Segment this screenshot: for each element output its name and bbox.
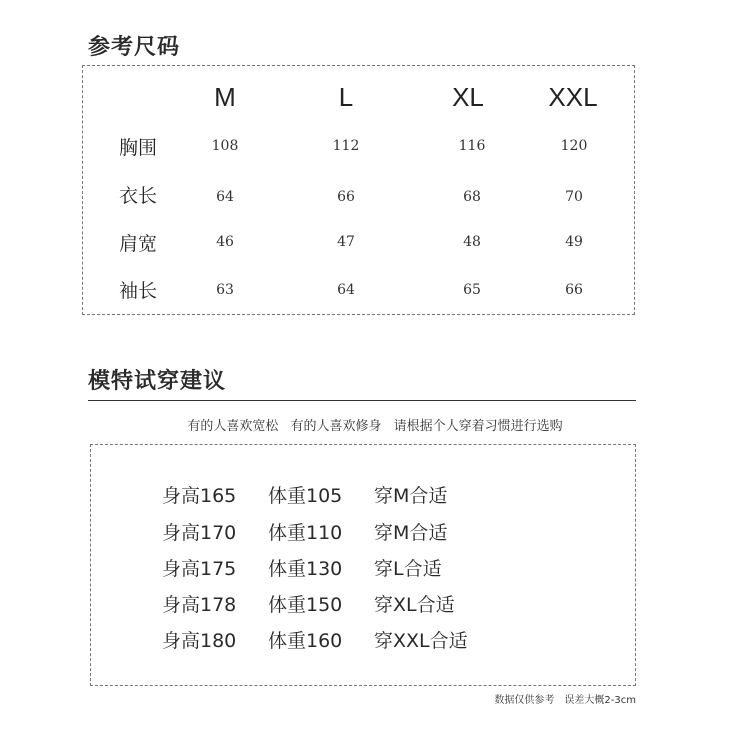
footnote xyxy=(494,691,636,706)
rec-height: 身高165 xyxy=(162,485,237,507)
rec-height: 身高180 xyxy=(162,630,237,652)
rec-weight: 体重110 xyxy=(268,522,343,544)
table-cell: 65 xyxy=(463,282,481,298)
size-header-l: L xyxy=(338,82,354,112)
table-cell: 116 xyxy=(458,138,486,154)
row-label-shoulder: 肩宽 xyxy=(119,233,158,255)
rec-size: 穿M合适 xyxy=(374,485,448,507)
row-label-length: 衣长 xyxy=(119,185,158,207)
rec-height: 身高178 xyxy=(162,594,237,616)
footnote-disclaimer: 数据仅供参考 xyxy=(494,695,555,706)
subtitle-part: 有的人喜欢修身 xyxy=(290,419,382,434)
rec-weight: 体重160 xyxy=(268,630,343,652)
rec-size: 穿XL合适 xyxy=(374,594,455,616)
rec-weight: 体重150 xyxy=(268,594,343,616)
table-cell: 46 xyxy=(216,234,234,250)
rec-size: 穿XXL合适 xyxy=(374,630,468,652)
rec-height: 身高170 xyxy=(162,522,237,544)
table-cell: 70 xyxy=(565,189,583,205)
row-label-chest: 胸围 xyxy=(119,137,158,159)
table-cell: 64 xyxy=(337,282,355,298)
table-cell: 64 xyxy=(216,189,234,205)
size-chart-title: 参考尺码 xyxy=(88,35,181,60)
table-cell: 63 xyxy=(216,282,234,298)
rec-height: 身高175 xyxy=(162,558,237,580)
table-cell: 66 xyxy=(565,282,583,298)
table-cell: 120 xyxy=(560,138,588,154)
rec-weight: 体重105 xyxy=(268,485,343,507)
footnote-tolerance: 误差大概2-3cm xyxy=(564,695,636,706)
rec-size: 穿L合适 xyxy=(374,558,442,580)
divider xyxy=(88,400,636,401)
size-header-xxl: XXL xyxy=(548,82,598,112)
table-cell: 66 xyxy=(337,189,355,205)
subtitle-part: 有的人喜欢宽松 xyxy=(187,419,279,434)
subtitle-part: 请根据个人穿着习惯进行选购 xyxy=(393,419,563,434)
table-cell: 68 xyxy=(463,189,481,205)
row-label-sleeve: 袖长 xyxy=(119,280,158,302)
model-suggestion-title: 模特试穿建议 xyxy=(88,369,227,394)
table-cell: 49 xyxy=(565,234,583,250)
table-cell: 48 xyxy=(463,234,481,250)
rec-weight: 体重130 xyxy=(268,558,343,580)
model-suggestion-subtitle xyxy=(0,415,750,434)
rec-size: 穿M合适 xyxy=(374,522,448,544)
table-cell: 112 xyxy=(332,138,360,154)
table-cell: 47 xyxy=(337,234,355,250)
size-header-xl: XL xyxy=(452,82,484,112)
size-header-m: M xyxy=(214,82,236,112)
table-cell: 108 xyxy=(211,138,239,154)
